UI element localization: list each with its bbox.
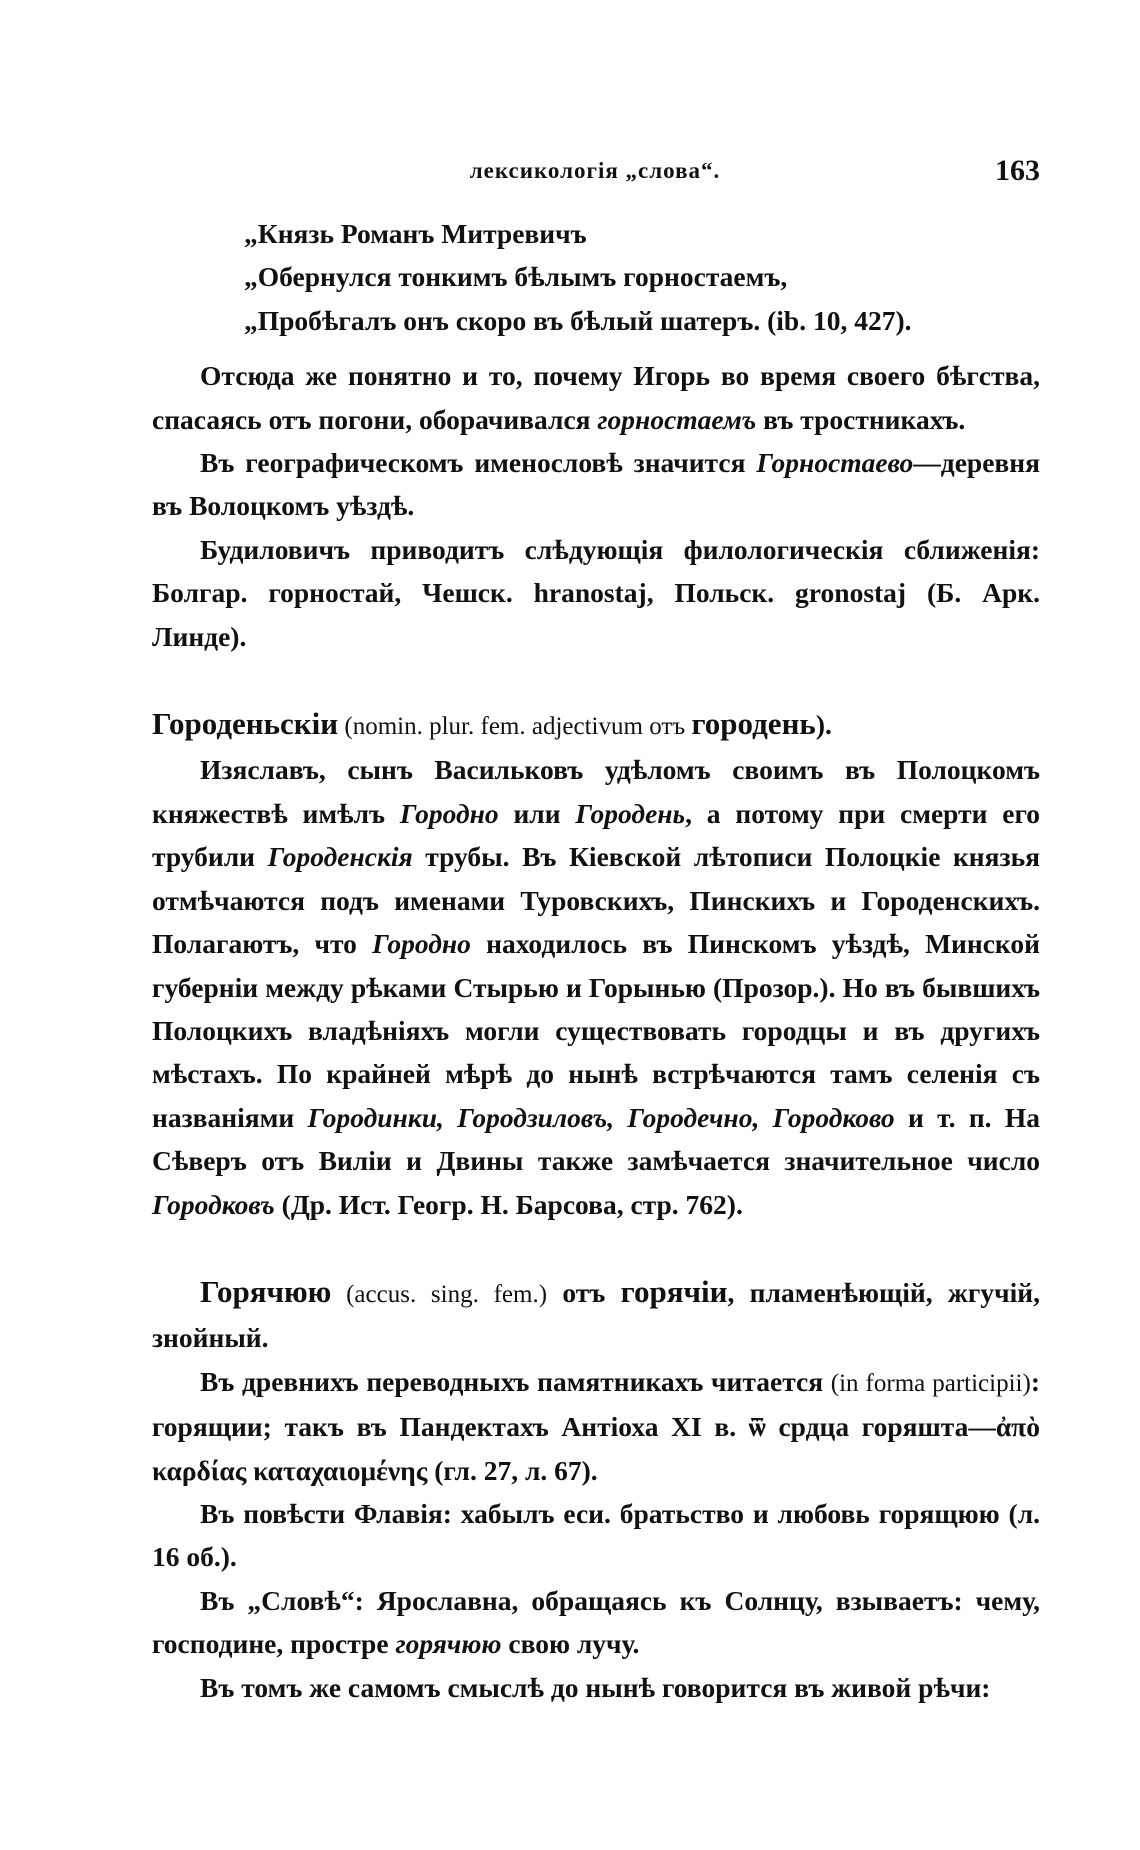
text-run: ).	[815, 709, 832, 741]
poem-line: „Обернулся тонкимъ бѣлымъ горностаемъ,	[244, 261, 788, 293]
entry-gorodenskii	[152, 702, 1040, 748]
paragraph-comparisons	[152, 528, 1040, 658]
text-run: Отсюда же понятно и то, почему Игорь во время своего бѣгства, спасаясь отъ погони, оборачивался	[152, 360, 1040, 435]
text-run: Въ древнихъ переводныхъ памятникахъ читается	[200, 1365, 831, 1397]
text-run: , а потому при смерти его трубили	[152, 797, 1040, 873]
source-word: горячіи	[620, 1273, 728, 1309]
italic-term: Городень	[575, 797, 686, 829]
text-run: трубы. Въ Кіевской лѣтописи Полоцкіе князья отмѣчаются подъ именами Туровскихъ, Пинскихъ и Городенскихъ. Полагаютъ, что	[152, 841, 1040, 960]
text-run: Изяславъ, сынъ Васильковъ удѣломъ своимъ въ Полоцкомъ княжествѣ имѣлъ	[152, 754, 1040, 829]
source-word: городень	[691, 706, 816, 742]
text-run: Въ повѣсти Флавія: хабылъ еси. братьство и любовь горящюю (л. 16 об.).	[152, 1497, 1040, 1573]
text-run: (Др. Ист. Геогр. Н. Барсова, стр. 762).	[274, 1188, 743, 1220]
paragraph-slovo-yaroslavna	[152, 1579, 1040, 1666]
italic-term: Городинки, Городзиловъ, Городечно, Городково	[307, 1101, 895, 1133]
italic-term: горностаемъ	[597, 403, 757, 435]
italic-term: Городно	[399, 797, 499, 829]
text-run: въ тростникахъ.	[756, 403, 966, 435]
italic-term: горячюю	[395, 1628, 502, 1660]
text-run: Въ географическомъ именословѣ значится	[200, 447, 757, 479]
text-run: отъ	[547, 1276, 621, 1308]
paragraph-izyaslav	[152, 748, 1040, 1225]
text-run: Будиловичъ приводитъ слѣдующія филологическія сближенія: Болгар. горностай, Чешск. hranostaj, Польск. gronostaj (Б. Арк. Линде).	[152, 533, 1040, 652]
headword: Горячюю	[200, 1273, 332, 1309]
running-head: лексикологія „слова“.	[469, 158, 721, 183]
latin-note: (in forma participii)	[830, 1369, 1031, 1397]
entry-goryachyuyu	[152, 1270, 1040, 1360]
page-header	[150, 154, 1040, 194]
text-run: находилось въ Пинскомъ уѣздѣ, Минской губерніи между рѣками Стырью и Горынью (Прозор.). Но въ бывшихъ Полоцкихъ владѣніяхъ могли существовать городцы и въ другихъ мѣстахъ. По крайней мѣрѣ до нынѣ встрѣчаются тамъ селенія съ названіями	[152, 928, 1041, 1133]
text-run: Въ „Словѣ“: Ярославна, обращаясь къ Солнцу, взываетъ: чему, господине, простре	[152, 1584, 1040, 1660]
grammar-note: (accus. sing. fem.)	[331, 1280, 548, 1308]
paragraph-living-speech	[152, 1666, 1040, 1709]
italic-term: Городенскія	[267, 841, 413, 873]
text-run: Въ томъ же самомъ смыслѣ до нынѣ говорится въ живой рѣчи:	[200, 1671, 991, 1703]
text-run: —деревня въ Волоцкомъ уѣздѣ.	[152, 447, 1040, 522]
headword: Городеньскіи	[152, 706, 339, 742]
paragraph-geography	[152, 441, 1040, 528]
poem-quote	[244, 212, 1040, 342]
italic-term: Городно	[372, 928, 471, 960]
italic-term: Городковъ	[152, 1188, 275, 1220]
page-number: 163	[995, 154, 1040, 187]
poem-line: „Пробѣгалъ онъ скоро въ бѣлый шатеръ. (ib. 10, 427).	[244, 304, 912, 336]
body-text	[152, 212, 1040, 1709]
text-run: : горящии; такъ въ Пандектахъ Антіоха XI в. ѿ срдца горяшта—ἀπὸ καρδίας καταχαιομένης (гл. 27, л. 67).	[152, 1365, 1040, 1486]
paragraph-flavius	[152, 1492, 1040, 1579]
text-run: или	[498, 797, 576, 829]
italic-term: Горностаево	[756, 447, 914, 479]
text-run: и т. п. На Сѣверъ отъ Вилiи и Двины также замѣчается значительное число	[152, 1101, 1040, 1177]
poem-line: „Князь Романъ Митревичъ	[244, 218, 587, 249]
text-run: свою лучу.	[501, 1628, 640, 1660]
grammar-note: (nomin. plur. fem. adjectivum отъ	[338, 713, 692, 741]
text-run: , пламенѣющій, жгучій, знойный.	[152, 1276, 1040, 1354]
paragraph-igor-flight	[152, 354, 1040, 441]
paragraph-translated-monuments	[152, 1360, 1040, 1492]
